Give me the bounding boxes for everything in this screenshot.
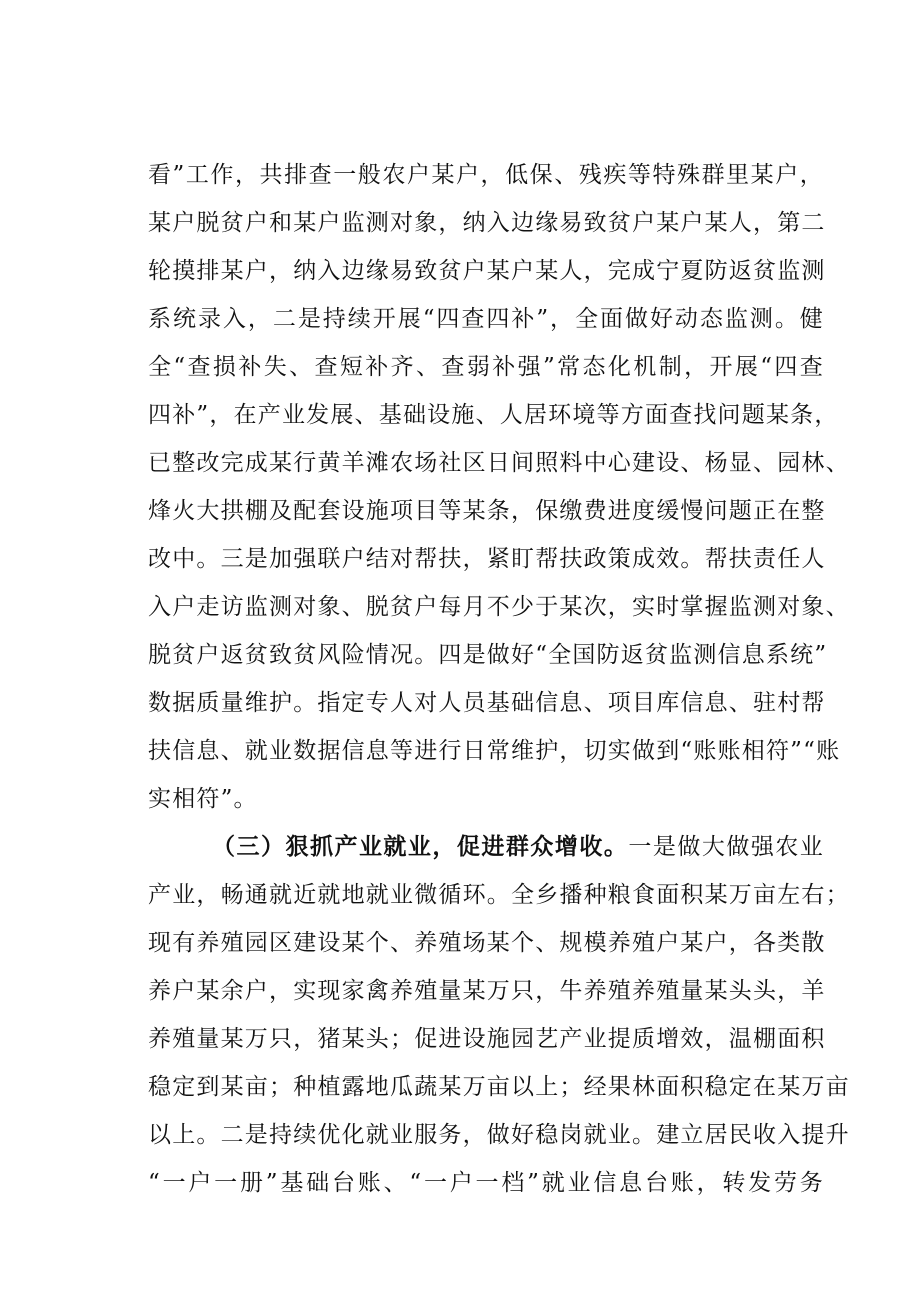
paragraph-line: 扶信息、就业数据信息等进行日常维护，切实做到“账账相符”“账 xyxy=(148,738,841,764)
section-heading: （三）狠抓产业就业，促进群众增收。 xyxy=(212,833,629,860)
paragraph-line: 以上。二是持续优化就业服务，做好稳岗就业。建立居民收入提升 xyxy=(148,1122,850,1148)
paragraph-line: 现有养殖园区建设某个、养殖场某个、规模养殖户某户，各类散 xyxy=(148,930,826,956)
paragraph-line: 轮摸排某户，纳入边缘易致贫户某户某人，完成宁夏防返贫监测 xyxy=(148,258,826,284)
paragraph-line: 实相符”。 xyxy=(148,786,258,812)
paragraph-line: 数据质量维护。指定专人对人员基础信息、项目库信息、驻村帮 xyxy=(148,690,826,716)
paragraph-line: 全“查损补失、查短补齐、查弱补强”常态化机制，开展“四查 xyxy=(148,354,824,380)
paragraph-line: 看”工作，共排查一般农户某户，低保、残疾等特殊群里某户， xyxy=(148,162,824,188)
paragraph-line: 改中。三是加强联户结对帮扶，紧盯帮扶政策成效。帮扶责任人 xyxy=(148,546,826,572)
section-first-line xyxy=(212,832,824,862)
paragraph-line: “一户一册”基础台账、“一户一档”就业信息台账，转发劳务 xyxy=(148,1170,824,1196)
paragraph-line: 脱贫户返贫致贫风险情况。四是做好“全国防返贫监测信息系统” xyxy=(148,642,828,668)
paragraph-line: 已整改完成某行黄羊滩农场社区日间照料中心建设、杨显、园林、 xyxy=(148,450,850,476)
paragraph-line: 养殖量某万只，猪某头；促进设施园艺产业提质增效，温棚面积 xyxy=(148,1026,826,1052)
paragraph-line: 四补”，在产业发展、基础设施、人居环境等方面查找问题某条， xyxy=(148,402,839,428)
paragraph-line: 烽火大拱棚及配套设施项目等某条，保缴费进度缓慢问题正在整 xyxy=(148,498,826,524)
paragraph-line: 系统录入，二是持续开展“四查四补”，全面做好动态监测。健 xyxy=(148,306,824,332)
paragraph-line: 入户走访监测对象、脱贫户每月不少于某次，实时掌握监测对象、 xyxy=(148,594,850,620)
section-first-line-text: 一是做大做强农业 xyxy=(628,834,824,860)
paragraph-line: 稳定到某亩；种植露地瓜蔬某万亩以上；经果林面积稳定在某万亩 xyxy=(148,1074,850,1100)
paragraph-line: 某户脱贫户和某户监测对象，纳入边缘易致贫户某户某人，第二 xyxy=(148,210,826,236)
paragraph-line: 产业，畅通就近就地就业微循环。全乡播种粮食面积某万亩左右； xyxy=(148,882,850,908)
paragraph-line: 养户某余户，实现家禽养殖量某万只，牛养殖养殖量某头头，羊 xyxy=(148,978,826,1004)
